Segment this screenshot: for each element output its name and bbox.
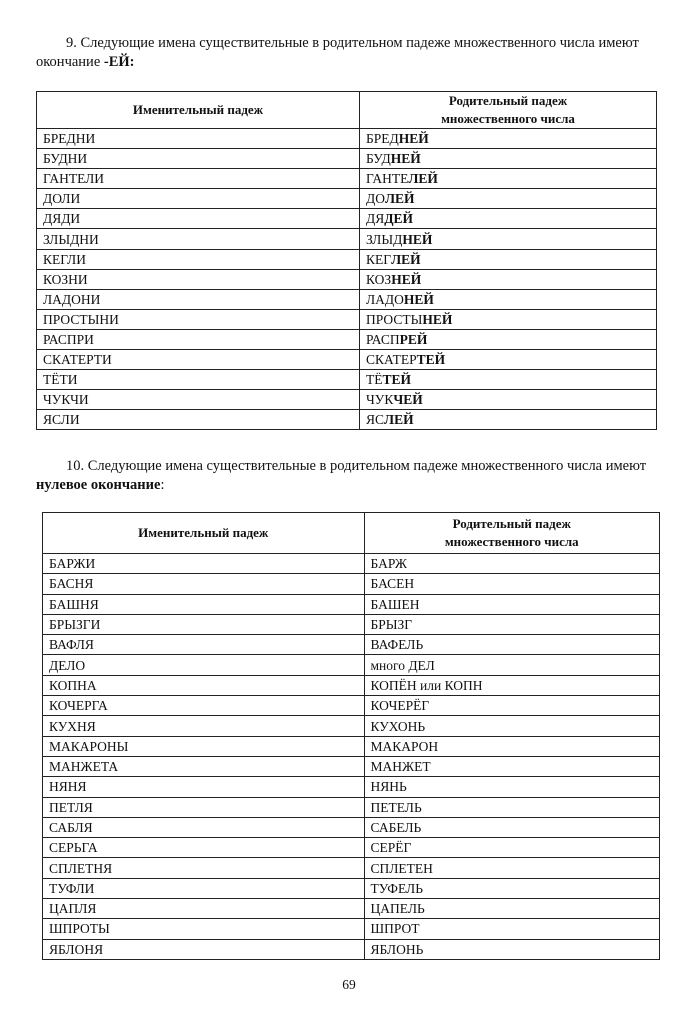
section-9-intro: 9. Следующие имена существительные в родительном падеже множественного числа имеют окончание — [36, 35, 639, 70]
genitive-plural-cell: СЕРЁГ — [364, 838, 660, 858]
genitive-plural-cell: ШПРОТ — [364, 919, 660, 939]
genitive-stem: КОЗ — [366, 271, 392, 287]
table-row — [43, 716, 660, 736]
table-row — [43, 939, 660, 959]
genitive-ending: НЕЙ — [398, 131, 429, 147]
genitive-stem: ЧУК — [366, 392, 394, 408]
column-header-genitive-line1: Родительный падеж — [452, 516, 571, 531]
genitive-stem: ДЯ — [366, 211, 385, 227]
table-row — [43, 574, 660, 594]
genitive-plural-cell — [360, 370, 657, 390]
section-10-heading — [36, 457, 660, 495]
column-header-genitive-plural — [360, 92, 657, 129]
genitive-ending: НЕЙ — [403, 291, 434, 307]
table-row — [37, 269, 657, 289]
table-row — [43, 635, 660, 655]
table-zero-ending — [42, 512, 660, 960]
table-row — [43, 919, 660, 939]
genitive-stem: РАСП — [366, 331, 400, 347]
genitive-plural-cell: ТУФЕЛЬ — [364, 878, 660, 898]
nominative-cell: ГАНТЕЛИ — [37, 169, 360, 189]
table-row — [37, 309, 657, 329]
genitive-plural-cell — [360, 169, 657, 189]
nominative-cell: ШПРОТЫ — [43, 919, 365, 939]
nominative-cell: ЦАПЛЯ — [43, 899, 365, 919]
genitive-plural-cell: ЦАПЕЛЬ — [364, 899, 660, 919]
nominative-cell: СЕРЬГА — [43, 838, 365, 858]
section-9-ending: -ЕЙ: — [103, 54, 135, 70]
genitive-ending: ЛЕЙ — [408, 171, 438, 187]
genitive-plural-cell: много ДЕЛ — [364, 655, 660, 675]
genitive-plural-cell: КОЧЕРЁГ — [364, 696, 660, 716]
genitive-plural-cell — [360, 229, 657, 249]
genitive-plural-cell: ВАФЕЛЬ — [364, 635, 660, 655]
genitive-stem: КЕГ — [366, 251, 392, 267]
table-ei-ending — [36, 91, 657, 430]
nominative-cell: ВАФЛЯ — [43, 635, 365, 655]
nominative-cell: СКАТЕРТИ — [37, 350, 360, 370]
nominative-cell: ЧУКЧИ — [37, 390, 360, 410]
table-header-row — [43, 513, 660, 554]
table-row — [37, 129, 657, 149]
table-row — [43, 777, 660, 797]
table-row — [43, 899, 660, 919]
table-row — [43, 614, 660, 634]
table-row — [37, 410, 657, 430]
nominative-cell: БРЕДНИ — [37, 129, 360, 149]
table-row — [43, 696, 660, 716]
table-row — [37, 249, 657, 269]
table-row — [37, 370, 657, 390]
genitive-plural-cell: САБЕЛЬ — [364, 817, 660, 837]
nominative-cell: ЯБЛОНЯ — [43, 939, 365, 959]
genitive-plural-cell — [360, 329, 657, 349]
genitive-stem: ЛАДО — [366, 291, 404, 307]
nominative-cell: МАНЖЕТА — [43, 756, 365, 776]
nominative-cell: РАСПРИ — [37, 329, 360, 349]
table-row — [37, 169, 657, 189]
genitive-plural-cell: БРЫЗГ — [364, 614, 660, 634]
nominative-cell: ТЁТИ — [37, 370, 360, 390]
nominative-cell: БАРЖИ — [43, 554, 365, 574]
genitive-ending: НЕЙ — [422, 311, 453, 327]
genitive-plural-cell: НЯНЬ — [364, 777, 660, 797]
genitive-ending: ЛЕЙ — [384, 191, 415, 207]
genitive-plural-cell — [360, 249, 657, 269]
genitive-ending: ТЕЙ — [416, 352, 446, 368]
genitive-plural-cell — [360, 350, 657, 370]
column-header-nominative: Именительный падеж — [37, 92, 360, 129]
table-row — [37, 209, 657, 229]
genitive-ending: НЕЙ — [402, 231, 433, 247]
nominative-cell: БУДНИ — [37, 149, 360, 169]
nominative-cell: БРЫЗГИ — [43, 614, 365, 634]
section-9-heading — [36, 34, 660, 72]
nominative-cell: ЗЛЫДНИ — [37, 229, 360, 249]
genitive-plural-cell — [360, 209, 657, 229]
table-row — [37, 289, 657, 309]
column-header-genitive-line2: множественного числа — [444, 534, 579, 549]
genitive-plural-cell: БАШЕН — [364, 594, 660, 614]
nominative-cell: КОПНА — [43, 675, 365, 695]
page-number: 69 — [342, 977, 356, 992]
table-row — [43, 878, 660, 898]
genitive-plural-cell — [360, 390, 657, 410]
genitive-plural-cell: КУХОНЬ — [364, 716, 660, 736]
column-header-genitive-line1: Родительный падеж — [448, 93, 568, 108]
genitive-ending: НЕЙ — [391, 271, 422, 287]
nominative-cell: ДОЛИ — [37, 189, 360, 209]
table-row — [43, 675, 660, 695]
nominative-cell: ДЯДИ — [37, 209, 360, 229]
column-header-nominative: Именительный падеж — [43, 513, 365, 554]
nominative-cell: СПЛЕТНЯ — [43, 858, 365, 878]
table-row — [43, 858, 660, 878]
table-row — [37, 229, 657, 249]
genitive-stem: БРЕД — [366, 131, 399, 147]
nominative-cell: ЛАДОНИ — [37, 289, 360, 309]
genitive-ending: ЛЕЙ — [391, 251, 421, 267]
nominative-cell: МАКАРОНЫ — [43, 736, 365, 756]
nominative-cell: БАШНЯ — [43, 594, 365, 614]
column-header-genitive-plural — [364, 513, 660, 554]
table-row — [43, 736, 660, 756]
nominative-cell: САБЛЯ — [43, 817, 365, 837]
genitive-plural-cell: МАКАРОН — [364, 736, 660, 756]
table-row — [43, 797, 660, 817]
genitive-stem: БУД — [366, 151, 391, 167]
table-row — [43, 655, 660, 675]
table-row — [37, 350, 657, 370]
table-row — [37, 149, 657, 169]
nominative-cell: ТУФЛИ — [43, 878, 365, 898]
genitive-ending: ТЕЙ — [382, 372, 412, 388]
nominative-cell: БАСНЯ — [43, 574, 365, 594]
section-10-intro: 10. Следующие имена существительные в родительном падеже множественного числа имеют — [66, 458, 647, 474]
nominative-cell: КОЧЕРГА — [43, 696, 365, 716]
genitive-plural-cell — [360, 149, 657, 169]
genitive-plural-cell: ПЕТЕЛЬ — [364, 797, 660, 817]
genitive-stem: ТЁ — [366, 372, 383, 388]
genitive-ending: РЕЙ — [399, 331, 428, 347]
genitive-ending: ЛЕЙ — [384, 412, 414, 428]
table-row — [43, 817, 660, 837]
genitive-ending: НЕЙ — [390, 151, 421, 167]
table-header-row — [37, 92, 657, 129]
genitive-plural-cell: БАРЖ — [364, 554, 660, 574]
table-row — [37, 329, 657, 349]
genitive-ending: ДЕЙ — [384, 211, 414, 227]
table-row — [43, 554, 660, 574]
genitive-plural-cell: МАНЖЕТ — [364, 756, 660, 776]
nominative-cell: ПЕТЛЯ — [43, 797, 365, 817]
table-row — [37, 189, 657, 209]
nominative-cell: ДЕЛО — [43, 655, 365, 675]
column-header-genitive-line2: множественного числа — [441, 111, 575, 126]
table-row — [43, 838, 660, 858]
genitive-plural-cell — [360, 289, 657, 309]
section-10-colon: : — [160, 477, 165, 493]
nominative-cell: КОЗНИ — [37, 269, 360, 289]
genitive-plural-cell — [360, 129, 657, 149]
genitive-plural-cell: БАСЕН — [364, 574, 660, 594]
genitive-plural-cell: КОПЁН или КОПН — [364, 675, 660, 695]
nominative-cell: НЯНЯ — [43, 777, 365, 797]
genitive-ending: ЧЕЙ — [393, 392, 423, 408]
genitive-stem: ПРОСТЫ — [366, 311, 423, 327]
genitive-stem: ЗЛЫД — [366, 231, 403, 247]
genitive-plural-cell — [360, 269, 657, 289]
genitive-plural-cell — [360, 410, 657, 430]
table-ei-body — [37, 129, 657, 430]
nominative-cell: КЕГЛИ — [37, 249, 360, 269]
genitive-plural-cell — [360, 309, 657, 329]
genitive-plural-cell: СПЛЕТЕН — [364, 858, 660, 878]
genitive-stem: ГАНТЕ — [366, 171, 409, 187]
nominative-cell: ЯСЛИ — [37, 410, 360, 430]
genitive-stem: ЯС — [366, 412, 385, 428]
table-zero-body — [43, 554, 660, 960]
genitive-stem: СКАТЕР — [366, 352, 417, 368]
table-row — [43, 594, 660, 614]
nominative-cell: КУХНЯ — [43, 716, 365, 736]
table-row — [37, 390, 657, 410]
genitive-stem: ДО — [366, 191, 385, 207]
table-row — [43, 756, 660, 776]
section-10-ending: нулевое окончание — [36, 477, 161, 493]
nominative-cell: ПРОСТЫНИ — [37, 309, 360, 329]
genitive-plural-cell: ЯБЛОНЬ — [364, 939, 660, 959]
genitive-plural-cell — [360, 189, 657, 209]
